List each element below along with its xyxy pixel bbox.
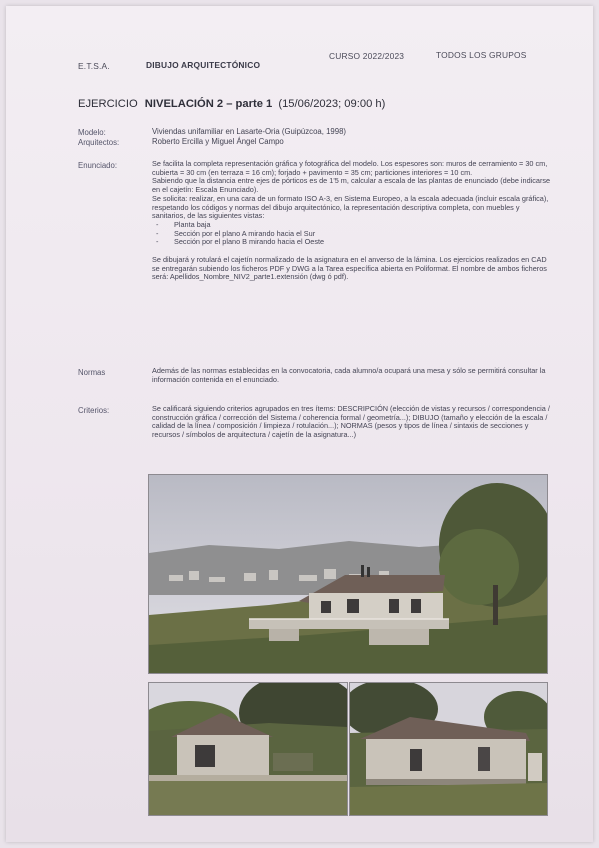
house-photo-left [148, 682, 348, 816]
exercise-label: EJERCICIO [78, 98, 138, 110]
list-item: - Planta baja [174, 221, 552, 230]
views-list [152, 221, 552, 247]
exam-sheet [6, 6, 593, 842]
criteria-value: Se calificará siguiendo criterios agrupados en tres ítems: DESCRIPCIÓN (elección de vistas y recursos / correspondencia / construcción gráfica / corrección del Sistema / coherencia formal / geometría...); DIBUJO (tamaño y elección de la escala / calidad de la línea / composición / limpieza / rotulación...); NORMAS (pesos y tipos de línea / sintaxis de secciones y recursos / símbolos de arquitectura / cajetín de la asignatura...) [152, 404, 550, 440]
house-photo-main [148, 474, 548, 674]
model-label: Modelo: [78, 128, 106, 137]
statement-paragraph: Sabiendo que la distancia entre ejes de pórticos es de 1'5 m, calcular a escala de las plantas de enunciado (debe indicarse en el cajetín: Escala Enunciado). [152, 176, 551, 195]
statement-label: Enunciado: [78, 161, 118, 170]
subject-title: DIBUJO ARQUITECTÓNICO [146, 60, 261, 70]
list-item: - Sección por el plano B mirando hacia el Oeste [174, 238, 552, 247]
model-value: Viviendas unifamiliar en Lasarte-Oria (Guipúzcoa, 1998) [152, 127, 347, 136]
exercise-title: NIVELACIÓN 2 – parte 1 [144, 98, 273, 110]
exercise-heading [78, 98, 385, 110]
architects-value: Roberto Ercilla y Miguel Ángel Campo [152, 137, 284, 146]
rules-value: Además de las normas establecidas en la convocatoria, cada alumno/a ocupará una mesa y sólo se permitirá consultar la información contenida en el enunciado. [152, 366, 546, 384]
architects-label: Arquitectos: [78, 138, 120, 147]
statement-paragraph: Se dibujará y rotulará el cajetín normalizado de la asignatura en el anverso de la lámina. Los ejercicios realizados en CAD se entregarán subiendo los ficheros PDF y DWG a la Tarea específica abierta en Poliformat. El nombre de ambos ficheros será: Apellidos_Nombre_NIV2_parte1.extensión (dwg ó pdf). [152, 255, 547, 282]
school-label: E.T.S.A. [78, 61, 110, 71]
criteria-label: Criterios: [78, 406, 110, 415]
groups-label: TODOS LOS GRUPOS [436, 50, 527, 60]
list-item: - Sección por el plano A mirando hacia el Sur [174, 230, 552, 239]
statement-paragraph: Se solicita: realizar, en una cara de un formato ISO A-3, en Sistema Europeo, a la escala adecuada (incluir escala gráfica), respetando los códigos y normas del dibujo arquitectónico, la representación descriptiva completa, con muebles y sanitarios, de las siguientes vistas: [152, 193, 549, 221]
statement-paragraph: Se facilita la completa representación gráfica y fotográfica del modelo. Los espesores son: muros de cerramiento = 30 cm, cubierta = 30 cm (en terraza = 16 cm); forjado + pavimento = 35 cm; particiones interiores = 10 cm. [152, 159, 548, 177]
rules-label: Normas [78, 368, 106, 377]
course-label: CURSO 2022/2023 [329, 51, 405, 61]
exercise-date: (15/06/2023; 09:00 h) [278, 98, 386, 110]
statement-body [152, 160, 552, 282]
house-photo-right [349, 682, 548, 816]
